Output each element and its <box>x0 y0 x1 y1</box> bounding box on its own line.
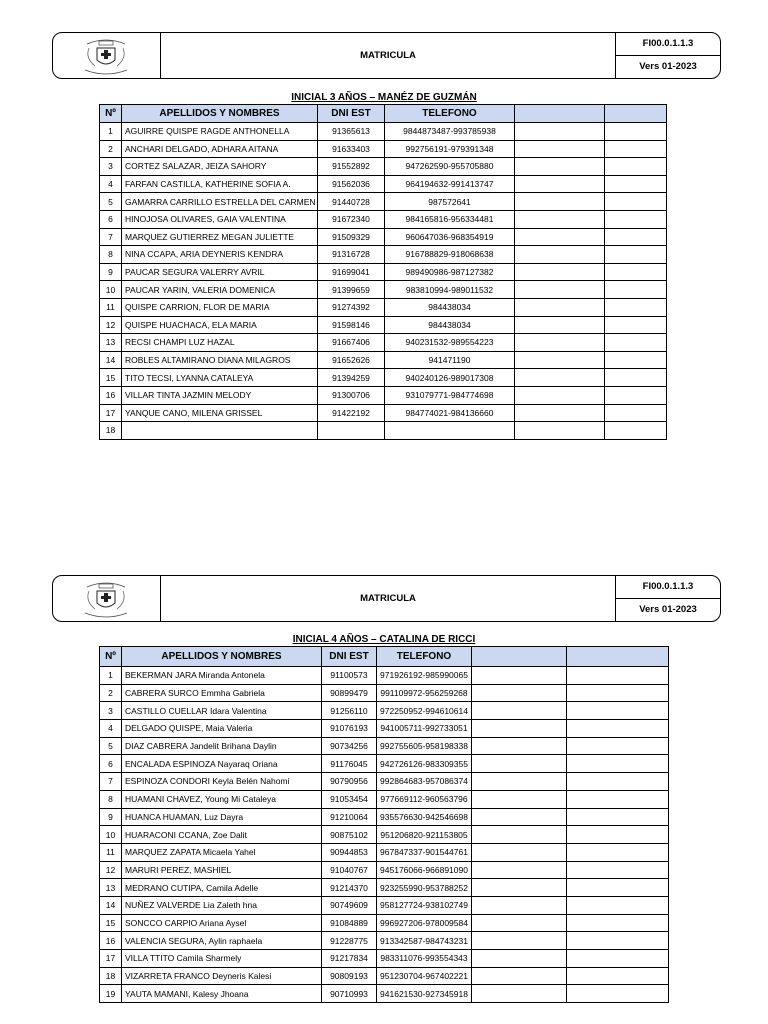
extra-cell <box>472 985 567 1003</box>
student-phone: 983311076-993554343 <box>377 950 472 968</box>
student-dni: 90790956 <box>322 773 377 791</box>
student-dni: 91365613 <box>318 123 385 141</box>
student-phone: 935576630-942546698 <box>377 808 472 826</box>
table-row <box>100 896 669 914</box>
extra-cell <box>515 246 605 264</box>
column-header: TELEFONO <box>377 647 472 667</box>
extra-cell <box>515 210 605 228</box>
student-name: MARQUEZ ZAPATA Micaela Yahel <box>122 843 322 861</box>
student-name: PAUCAR SEGURA VALERRY AVRIL <box>122 263 318 281</box>
student-phone: 951206820-921153805 <box>377 826 472 844</box>
enrollment-table <box>99 646 669 1003</box>
student-dni: 91084889 <box>322 914 377 932</box>
table-row <box>100 298 667 316</box>
section-title: INICIAL 4 AÑOS – CATALINA DE RICCI <box>292 634 476 645</box>
table-row <box>100 843 669 861</box>
student-name: YANQUE CANO, MILENA GRISSEL <box>122 404 318 422</box>
student-name: VILLAR TINTA JAZMIN MELODY <box>122 386 318 404</box>
column-header: APELLIDOS Y NOMBRES <box>122 647 322 667</box>
column-header: Nº <box>100 105 122 123</box>
column-header <box>515 105 605 123</box>
row-number: 16 <box>100 932 122 950</box>
extra-cell <box>567 755 669 773</box>
student-phone: 992756191-979391348 <box>385 140 515 158</box>
table-row <box>100 826 669 844</box>
student-dni: 90944853 <box>322 843 377 861</box>
extra-cell <box>605 193 667 211</box>
extra-cell <box>472 950 567 968</box>
student-name: QUISPE HUACHACA, ELA MARIA <box>122 316 318 334</box>
student-name: SONCCO CARPIO Ariana Aysel <box>122 914 322 932</box>
student-name: ANCHARI DELGADO, ADHARA AITANA <box>122 140 318 158</box>
student-phone: 941005711-992733051 <box>377 720 472 738</box>
table-row <box>100 737 669 755</box>
table-row <box>100 702 669 720</box>
table-row <box>100 351 667 369</box>
student-dni: 91228775 <box>322 932 377 950</box>
student-dni: 91076193 <box>322 720 377 738</box>
extra-cell <box>515 404 605 422</box>
student-phone: 984774021-984136660 <box>385 404 515 422</box>
extra-cell <box>605 140 667 158</box>
row-number: 13 <box>100 334 122 352</box>
extra-cell <box>605 228 667 246</box>
extra-cell <box>567 702 669 720</box>
crest-icon <box>75 36 137 78</box>
row-number: 3 <box>100 702 122 720</box>
header-title: MATRICULA <box>360 50 416 61</box>
table-row <box>100 369 667 387</box>
row-number: 1 <box>100 667 122 685</box>
student-phone: 996927206-978009584 <box>377 914 472 932</box>
student-dni: 90809193 <box>322 967 377 985</box>
row-number: 4 <box>100 720 122 738</box>
row-number: 11 <box>100 843 122 861</box>
student-name <box>122 422 318 440</box>
table-row <box>100 334 667 352</box>
extra-cell <box>605 404 667 422</box>
student-phone: 992864683-957086374 <box>377 773 472 791</box>
student-dni: 90875102 <box>322 826 377 844</box>
extra-cell <box>515 228 605 246</box>
column-header: APELLIDOS Y NOMBRES <box>122 105 318 123</box>
row-number: 14 <box>100 351 122 369</box>
table-row <box>100 950 669 968</box>
student-phone: 940231532-989554223 <box>385 334 515 352</box>
extra-cell <box>472 737 567 755</box>
student-dni: 90749609 <box>322 896 377 914</box>
extra-cell <box>472 826 567 844</box>
column-header: DNI EST <box>322 647 377 667</box>
table-row <box>100 914 669 932</box>
student-dni: 91040767 <box>322 861 377 879</box>
extra-cell <box>567 843 669 861</box>
row-number: 11 <box>100 298 122 316</box>
row-number: 12 <box>100 316 122 334</box>
student-dni: 91552892 <box>318 158 385 176</box>
row-number: 7 <box>100 773 122 791</box>
column-header: Nº <box>100 647 122 667</box>
header-code-box <box>615 576 720 621</box>
student-dni: 90734256 <box>322 737 377 755</box>
extra-cell <box>605 298 667 316</box>
row-number: 8 <box>100 246 122 264</box>
student-name: HUAMANI CHAVEZ, Young Mi Cataleya <box>122 790 322 808</box>
extra-cell <box>605 175 667 193</box>
crest-icon <box>75 579 137 621</box>
student-dni: 91440728 <box>318 193 385 211</box>
student-phone: 984165816-956334481 <box>385 210 515 228</box>
column-header: DNI EST <box>318 105 385 123</box>
student-phone: 992755605-958198338 <box>377 737 472 755</box>
student-name: AGUIRRE QUISPE RAGDE ANTHONELLA <box>122 123 318 141</box>
row-number: 9 <box>100 263 122 281</box>
student-phone: 987572641 <box>385 193 515 211</box>
enrollment-table <box>99 104 667 440</box>
extra-cell <box>567 932 669 950</box>
row-number: 13 <box>100 879 122 897</box>
row-number: 9 <box>100 808 122 826</box>
table-row <box>100 193 667 211</box>
extra-cell <box>472 914 567 932</box>
extra-cell <box>515 386 605 404</box>
row-number: 2 <box>100 684 122 702</box>
header-title: MATRICULA <box>360 593 416 604</box>
extra-cell <box>567 773 669 791</box>
student-dni: 91652626 <box>318 351 385 369</box>
student-name: CABRERA SURCO Emmha Gabriela <box>122 684 322 702</box>
student-phone: 984438034 <box>385 298 515 316</box>
student-dni: 91100573 <box>322 667 377 685</box>
extra-cell <box>472 702 567 720</box>
extra-cell <box>567 790 669 808</box>
column-header <box>472 647 567 667</box>
student-name: YAUTA MAMANI, Kalesy Jhoana <box>122 985 322 1003</box>
extra-cell <box>472 843 567 861</box>
row-number: 15 <box>100 369 122 387</box>
table-row <box>100 932 669 950</box>
extra-cell <box>567 826 669 844</box>
extra-cell <box>472 720 567 738</box>
extra-cell <box>605 158 667 176</box>
row-number: 12 <box>100 861 122 879</box>
student-phone: 916788829-918068638 <box>385 246 515 264</box>
student-name: GAMARRA CARRILLO ESTRELLA DEL CARMEN <box>122 193 318 211</box>
extra-cell <box>567 914 669 932</box>
row-number: 17 <box>100 950 122 968</box>
extra-cell <box>515 263 605 281</box>
document-code: FI00.0.1.1.3 <box>616 33 720 56</box>
student-phone: 964194632-991413747 <box>385 175 515 193</box>
student-name: ESPINOZA CONDORI Keyla Belén Nahomi <box>122 773 322 791</box>
student-name: MARQUEZ GUTIERREZ MEGAN JULIETTE <box>122 228 318 246</box>
student-dni: 91274392 <box>318 298 385 316</box>
student-phone: 947262590-955705880 <box>385 158 515 176</box>
student-phone: 940240126-989017308 <box>385 369 515 387</box>
table-row <box>100 667 669 685</box>
student-phone: 941621530-927345918 <box>377 985 472 1003</box>
extra-cell <box>472 755 567 773</box>
extra-cell <box>567 861 669 879</box>
extra-cell <box>605 334 667 352</box>
extra-cell <box>472 861 567 879</box>
student-dni: 91399659 <box>318 281 385 299</box>
student-phone: 983810994-989011532 <box>385 281 515 299</box>
student-name: DIAZ CABRERA Jandelit Brihana Daylin <box>122 737 322 755</box>
student-phone: 989490986-987127382 <box>385 263 515 281</box>
extra-cell <box>567 720 669 738</box>
table-row <box>100 861 669 879</box>
extra-cell <box>567 896 669 914</box>
extra-cell <box>472 879 567 897</box>
extra-cell <box>605 246 667 264</box>
row-number: 5 <box>100 193 122 211</box>
extra-cell <box>515 298 605 316</box>
student-dni: 91509329 <box>318 228 385 246</box>
student-name: NUÑEZ VALVERDE Lia Zaleth hna <box>122 896 322 914</box>
student-name: MEDRANO CUTIPA, Camila Adelle <box>122 879 322 897</box>
student-phone: 984438034 <box>385 316 515 334</box>
section-title: INICIAL 3 AÑOS – MANÉZ DE GUZMÁN <box>291 92 477 103</box>
extra-cell <box>567 808 669 826</box>
extra-cell <box>515 351 605 369</box>
row-number: 19 <box>100 985 122 1003</box>
student-name: TITO TECSI, LYANNA CATALEYA <box>122 369 318 387</box>
row-number: 4 <box>100 175 122 193</box>
extra-cell <box>472 808 567 826</box>
row-number: 6 <box>100 210 122 228</box>
extra-cell <box>515 422 605 440</box>
extra-cell <box>567 667 669 685</box>
student-phone: 923255990-953788252 <box>377 879 472 897</box>
extra-cell <box>567 967 669 985</box>
row-number: 7 <box>100 228 122 246</box>
extra-cell <box>472 896 567 914</box>
table-row <box>100 316 667 334</box>
school-crest-logo <box>53 33 161 78</box>
table-row <box>100 386 667 404</box>
row-number: 2 <box>100 140 122 158</box>
student-dni: 91394259 <box>318 369 385 387</box>
extra-cell <box>567 985 669 1003</box>
table-row <box>100 281 667 299</box>
table-row <box>100 123 667 141</box>
row-number: 14 <box>100 896 122 914</box>
student-phone: 972250952-994610614 <box>377 702 472 720</box>
student-dni: 91053454 <box>322 790 377 808</box>
row-number: 10 <box>100 826 122 844</box>
student-name: VIZARRETA FRANCO Deyneris Kalesi <box>122 967 322 985</box>
extra-cell <box>567 737 669 755</box>
row-number: 15 <box>100 914 122 932</box>
table-row <box>100 967 669 985</box>
row-number: 5 <box>100 737 122 755</box>
extra-cell <box>605 263 667 281</box>
student-dni: 91214370 <box>322 879 377 897</box>
extra-cell <box>472 684 567 702</box>
extra-cell <box>472 967 567 985</box>
table-row <box>100 404 667 422</box>
extra-cell <box>472 932 567 950</box>
row-number: 3 <box>100 158 122 176</box>
student-name: ENCALADA ESPINOZA Nayaraq Oriana <box>122 755 322 773</box>
row-number: 10 <box>100 281 122 299</box>
student-phone: 945176066-966891090 <box>377 861 472 879</box>
student-phone: 991109972-956259268 <box>377 684 472 702</box>
student-dni <box>318 422 385 440</box>
document-version: Vers 01-2023 <box>639 604 697 616</box>
student-dni: 91176045 <box>322 755 377 773</box>
row-number: 1 <box>100 123 122 141</box>
student-phone: 942726126-983309355 <box>377 755 472 773</box>
extra-cell <box>472 773 567 791</box>
student-name: HUANCA HUAMAN, Luz Dayra <box>122 808 322 826</box>
document-code: FI00.0.1.1.3 <box>616 576 720 599</box>
student-name: FARFAN CASTILLA, KATHERINE SOFIA A. <box>122 175 318 193</box>
table-row <box>100 755 669 773</box>
student-phone: 971926192-985990065 <box>377 667 472 685</box>
student-name: HUARACONI CCANA, Zoe Dalit <box>122 826 322 844</box>
table-row <box>100 808 669 826</box>
student-name: NINA CCAPA, ARIA DEYNERIS KENDRA <box>122 246 318 264</box>
extra-cell <box>567 950 669 968</box>
extra-cell <box>605 369 667 387</box>
student-name: BEKERMAN JARA Miranda Antonela <box>122 667 322 685</box>
student-dni: 91562036 <box>318 175 385 193</box>
table-row <box>100 720 669 738</box>
extra-cell <box>515 193 605 211</box>
table-row <box>100 140 667 158</box>
extra-cell <box>515 369 605 387</box>
table-row <box>100 158 667 176</box>
row-number: 8 <box>100 790 122 808</box>
extra-cell <box>567 879 669 897</box>
student-name: PAUCAR YARIN, VALERIA DOMENICA <box>122 281 318 299</box>
student-name: CORTEZ SALAZAR, JEIZA SAHORY <box>122 158 318 176</box>
table-row <box>100 246 667 264</box>
table-row <box>100 879 669 897</box>
row-number: 6 <box>100 755 122 773</box>
document-header <box>52 575 721 622</box>
extra-cell <box>605 386 667 404</box>
student-dni: 91256110 <box>322 702 377 720</box>
extra-cell <box>515 158 605 176</box>
student-name: VILLA TTITO Camila Sharmely <box>122 950 322 968</box>
extra-cell <box>472 790 567 808</box>
student-dni: 91699041 <box>318 263 385 281</box>
document-header <box>52 32 721 79</box>
student-dni: 91672340 <box>318 210 385 228</box>
student-dni: 91210064 <box>322 808 377 826</box>
student-name: CASTILLO CUELLAR Idara Valentina <box>122 702 322 720</box>
student-phone: 9844873487-993785938 <box>385 123 515 141</box>
extra-cell <box>515 316 605 334</box>
student-name: HINOJOSA OLIVARES, GAIA VALENTINA <box>122 210 318 228</box>
student-name: RECSI CHAMPI LUZ HAZAL <box>122 334 318 352</box>
extra-cell <box>605 422 667 440</box>
row-number: 17 <box>100 404 122 422</box>
extra-cell <box>515 140 605 158</box>
row-number: 18 <box>100 422 122 440</box>
student-name: QUISPE CARRION, FLOR DE MARIA <box>122 298 318 316</box>
table-row <box>100 684 669 702</box>
student-dni: 91598146 <box>318 316 385 334</box>
table-row <box>100 228 667 246</box>
extra-cell <box>605 351 667 369</box>
extra-cell <box>605 316 667 334</box>
extra-cell <box>605 210 667 228</box>
student-name: VALENCIA SEGURA, Aylin raphaela <box>122 932 322 950</box>
student-dni: 91316728 <box>318 246 385 264</box>
extra-cell <box>515 281 605 299</box>
column-header: TELEFONO <box>385 105 515 123</box>
extra-cell <box>567 684 669 702</box>
table-row <box>100 985 669 1003</box>
student-phone: 958127724-938102749 <box>377 896 472 914</box>
student-name: MARURI PEREZ, MASHIEL <box>122 861 322 879</box>
header-code-box <box>615 33 720 78</box>
extra-cell <box>515 175 605 193</box>
student-name: ROBLES ALTAMIRANO DIANA MILAGROS <box>122 351 318 369</box>
student-dni: 91667406 <box>318 334 385 352</box>
student-dni: 91422192 <box>318 404 385 422</box>
table-row <box>100 210 667 228</box>
school-crest-logo <box>53 576 161 621</box>
student-name: DELGADO QUISPE, Maia Valeria <box>122 720 322 738</box>
student-dni: 90899479 <box>322 684 377 702</box>
extra-cell <box>515 334 605 352</box>
table-row <box>100 773 669 791</box>
student-dni: 91217834 <box>322 950 377 968</box>
document-version: Vers 01-2023 <box>639 61 697 73</box>
student-dni: 90710993 <box>322 985 377 1003</box>
student-phone: 977669112-960563796 <box>377 790 472 808</box>
student-dni: 91633403 <box>318 140 385 158</box>
table-row <box>100 422 667 440</box>
student-phone: 913342587-984743231 <box>377 932 472 950</box>
student-dni: 91300706 <box>318 386 385 404</box>
table-row <box>100 263 667 281</box>
table-row <box>100 790 669 808</box>
extra-cell <box>605 281 667 299</box>
row-number: 16 <box>100 386 122 404</box>
table-row <box>100 175 667 193</box>
student-phone: 960647036-968354919 <box>385 228 515 246</box>
student-phone: 951230704-967402221 <box>377 967 472 985</box>
column-header <box>567 647 669 667</box>
extra-cell <box>515 123 605 141</box>
extra-cell <box>605 123 667 141</box>
row-number: 18 <box>100 967 122 985</box>
extra-cell <box>472 667 567 685</box>
student-phone <box>385 422 515 440</box>
student-phone: 931079771-984774698 <box>385 386 515 404</box>
student-phone: 941471190 <box>385 351 515 369</box>
student-phone: 967847337-901544761 <box>377 843 472 861</box>
column-header <box>605 105 667 123</box>
